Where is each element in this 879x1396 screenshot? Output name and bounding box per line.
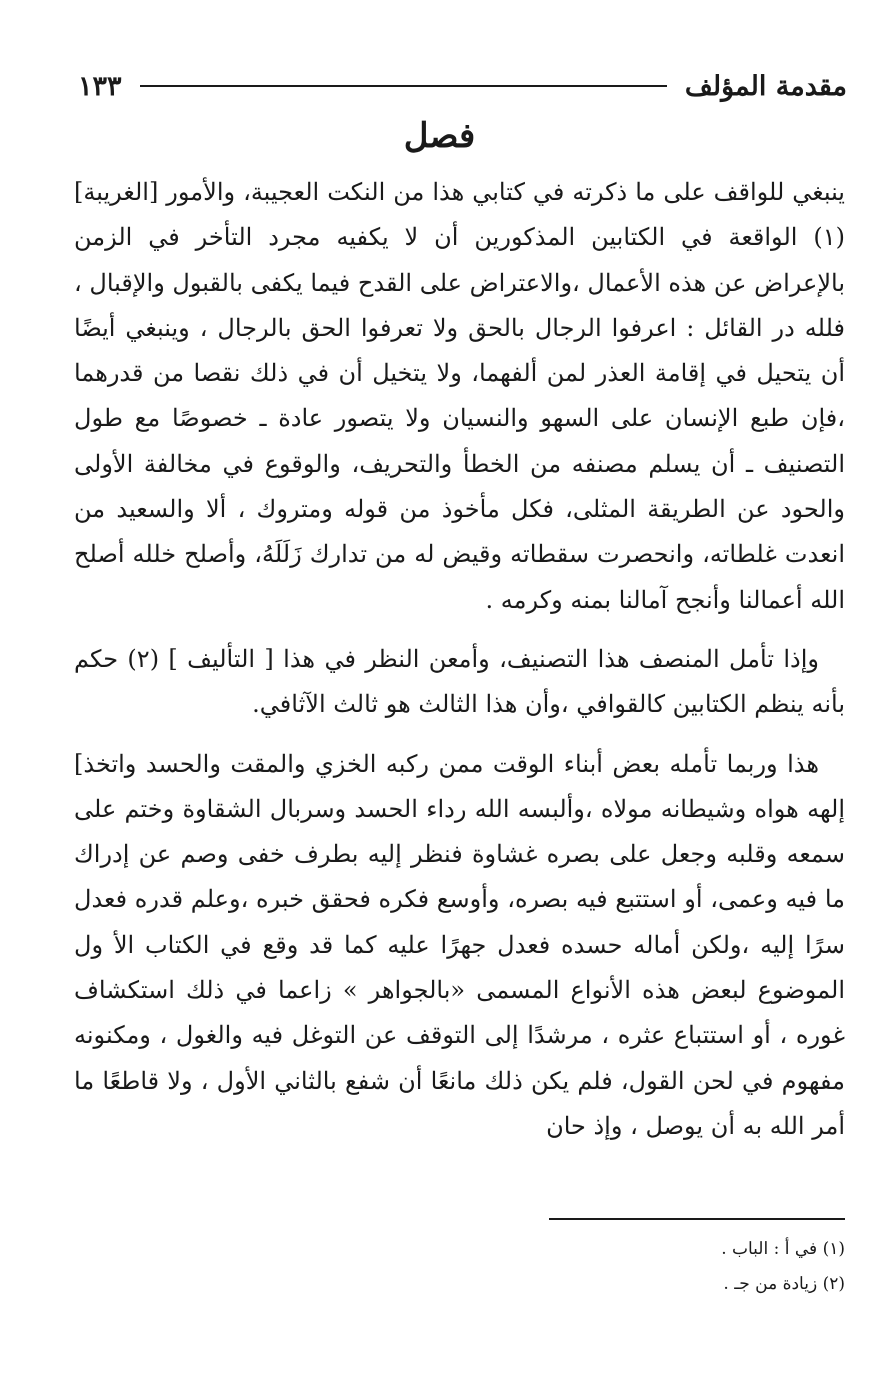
footnote-1: (١) في أ : الباب . — [721, 1239, 845, 1259]
footnote-2: (٢) زيادة من جـ . — [723, 1274, 845, 1294]
page-number: ١٣٣ — [78, 70, 122, 102]
running-header-title: مقدمة المؤلف — [684, 70, 847, 102]
paragraph-3: هذا وربما تأمله بعض أبناء الوقت ممن ركبه الخزي والمقت والحسد واتخذ] إلهه هواه وشيطانه مولاه ،وألبسه الله رداء الحسد وسربال الشقاوة وختم على سمعه وقلبه وجعل على بصره غشاوة فنظر إليه بطرف خفى وصم عن إدراك ما فيه وعمى، أو استتبع فيه بصره، وأوسع فكره فحقق خبره ،وعلم قدره فعدل سرًا إليه ،ولكن أماله حسده فعدل جهرًا عليه كما قد وقع في الكتاب الأ ول الموضوع لبعض هذه الأنواع المسمى «بالجواهر » زاعما في ذلك استكشاف غوره ، أو استتباع عثره ، مرشدًا إلى التوقف عن التوغل فيه والغول ، ومكنونه مفهوم في لحن القول، فلم يكن ذلك مانعًا أن شفع بالثاني الأول ، ولا قاطعًا ما أمر الله به أن يوصل ، وإذ حان — [74, 749, 845, 1140]
running-header — [78, 64, 847, 108]
section-title: فصل — [403, 116, 476, 156]
footnote-rule — [549, 1218, 845, 1220]
footnotes — [74, 1232, 845, 1302]
paragraph-1: ينبغي للواقف على ما ذكرته في كتابي هذا من النكت العجيبة، والأمور [الغريبة] (١) الواقعة في الكتابين المذكورين أن لا يكفيه مجرد التأخر في الزمن بالإعراض عن هذه الأعمال ،والاعتراض على القدح فيما يكفى بالقبول والإقبال ، فلله در القائل : اعرفوا الرجال بالحق ولا تعرفوا الحق بالرجال ، وينبغي أيضًا أن يتحيل في إقامة العذر لمن ألفهما، ولا يتخيل أن في ذلك نقصا من قدرهما ،فإن طبع الإنسان على السهو والنسيان ولا يتصور عادة ـ خصوصًا مع طول التصنيف ـ أن يسلم مصنفه من الخطأ والتحريف، والوقوع في مخالفة الأولى والحود عن الطريقة المثلى، فكل مأخوذ من قوله ومتروك ، ألا والسعيد من انعدت غلطاته، وانحصرت سقطاته وقيض له من تدارك زَلَلَهُ، وأصلح خلله أصلح الله أعمالنا وأنجح آمالنا بمنه وكرمه . — [74, 178, 845, 614]
paragraph-2: وإذا تأمل المنصف هذا التصنيف، وأمعن النظر في هذا [ التأليف ] (٢) حكم بأنه ينظم الكتابين كالقوافي ،وأن هذا الثالث هو ثالث الآثافي. — [74, 644, 845, 719]
body-text — [74, 170, 845, 1149]
header-rule — [140, 85, 667, 87]
